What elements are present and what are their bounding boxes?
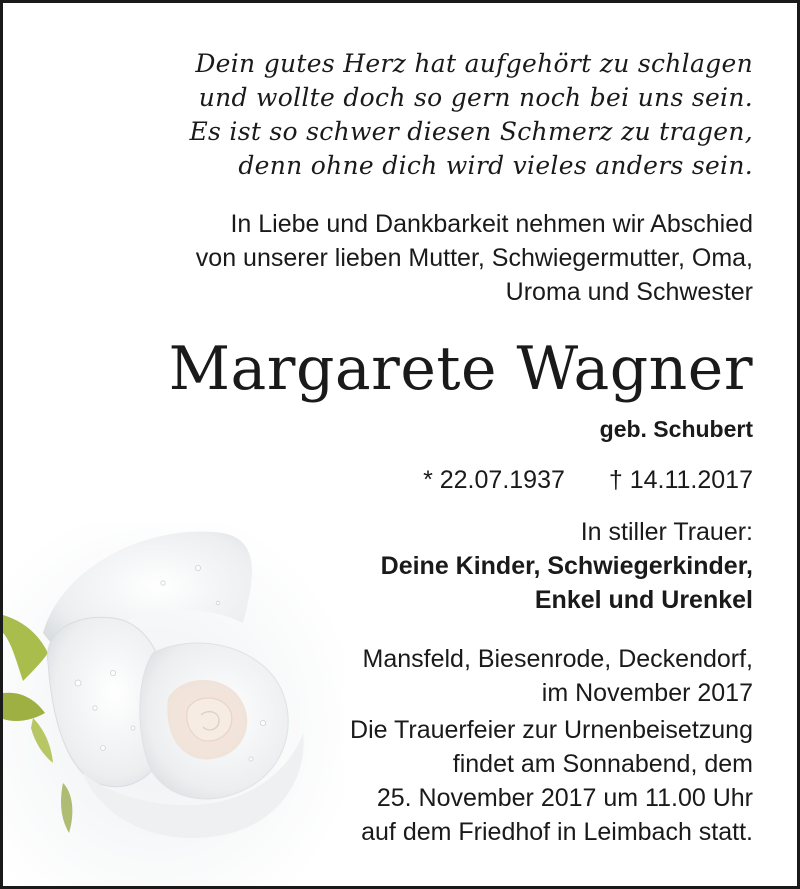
date-line: im November 2017 (541, 679, 753, 707)
poem-line: und wollte doch so gern noch bei uns sein. (198, 83, 753, 112)
mourners-block (381, 515, 753, 617)
memorial-poem (189, 47, 753, 183)
death-date: † 14.11.2017 (608, 466, 753, 494)
intro-line: von unserer lieben Mutter, Schwiegermutter, Oma, (195, 244, 753, 272)
white-rose-image (3, 523, 343, 889)
intro-line: In Liebe und Dankbarkeit nehmen wir Abschied (230, 210, 753, 238)
birth-date: * 22.07.1937 (423, 466, 565, 494)
place-line: Mansfeld, Biesenrode, Deckendorf, (362, 645, 753, 673)
funeral-service-info (350, 713, 753, 849)
deceased-name: Margarete Wagner (168, 334, 753, 404)
intro-line: Uroma und Schwester (505, 278, 753, 306)
farewell-intro (196, 207, 753, 309)
mourners-line: Deine Kinder, Schwiegerkinder, (380, 552, 753, 580)
service-line: Die Trauerfeier zur Urnenbeisetzung (350, 716, 753, 744)
mourners-line: Enkel und Urenkel (534, 586, 753, 614)
service-line: findet am Sonnabend, dem (452, 750, 753, 778)
service-line: 25. November 2017 um 11.00 Uhr (376, 784, 753, 812)
poem-line: Dein gutes Herz hat aufgehört zu schlagen (195, 49, 753, 78)
poem-line: Es ist so schwer diesen Schmerz zu tragen, (189, 117, 753, 146)
poem-line: denn ohne dich wird vieles anders sein. (238, 151, 753, 180)
mourners-heading: In stiller Trauer: (580, 518, 753, 546)
life-dates (423, 463, 753, 497)
maiden-name: geb. Schubert (599, 416, 753, 442)
service-line: auf dem Friedhof in Leimbach statt. (361, 818, 753, 846)
place-and-date (363, 642, 754, 710)
